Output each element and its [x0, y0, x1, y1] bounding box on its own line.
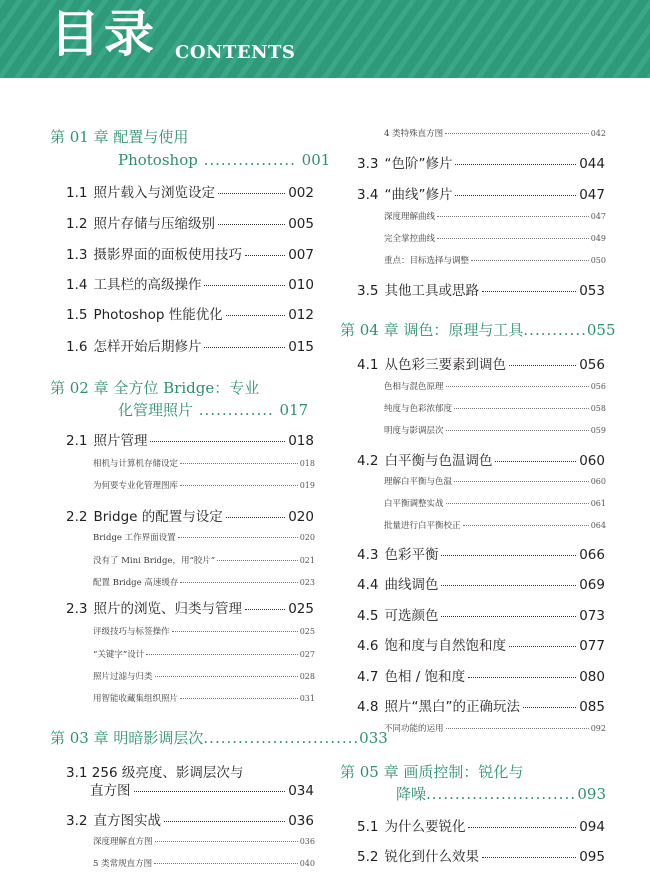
subsection-page: 020 — [299, 533, 315, 542]
chapter-5-title: 第 05 章 画质控制：锐化与 — [340, 763, 524, 781]
section-label: 照片的浏览、归类与管理 — [93, 601, 242, 617]
section-label: “色阶”修片 — [384, 156, 453, 172]
section-number: 2.1 — [66, 433, 88, 449]
section-3-5[interactable] — [357, 282, 605, 300]
subsection-page: 060 — [590, 477, 606, 486]
section-page: 036 — [288, 813, 314, 829]
subsection-item[interactable] — [93, 458, 315, 470]
section-number: 3.5 — [357, 283, 379, 299]
chapter-3-page: 033 — [359, 729, 388, 747]
section-4-2[interactable] — [357, 452, 605, 470]
section-label: Bridge 的配置与设定 — [93, 509, 223, 525]
section-page: 018 — [288, 433, 314, 449]
section-page: 012 — [288, 307, 314, 323]
subsection-page: 025 — [299, 627, 315, 636]
chapter-5-title-line2: 降噪 .......................... 093 — [396, 785, 606, 803]
subsection-label: 纯度与色彩浓郁度 — [384, 404, 453, 414]
section-number: 4.6 — [357, 638, 379, 654]
subsection-page: 059 — [590, 426, 606, 435]
subsection-item[interactable] — [93, 626, 315, 638]
subsection-label: 没有了 Mini Bridge，用“胶片” — [93, 556, 216, 566]
section-label: Photoshop 性能优化 — [93, 307, 223, 323]
section-number: 2.2 — [66, 509, 88, 525]
subsection-page: 023 — [299, 578, 315, 587]
section-number: 4.8 — [357, 699, 379, 715]
subsection-page: 058 — [590, 404, 606, 413]
section-number: 4.3 — [357, 547, 379, 563]
subsection-item[interactable] — [384, 233, 606, 245]
subsection-page: 040 — [299, 859, 315, 868]
subsection-label: 评级技巧与标签操作 — [93, 627, 170, 637]
subsection-item[interactable] — [93, 671, 315, 683]
subsection-label: 为何要专业化管理图库 — [93, 481, 179, 491]
section-number: 4.1 — [357, 357, 379, 373]
chapter-1-page: 001 — [301, 151, 331, 169]
section-page: 005 — [288, 216, 314, 232]
subsection-label: 配置 Bridge 高速缓存 — [93, 578, 179, 588]
subsection-item[interactable] — [93, 836, 315, 848]
subsection-page: 031 — [299, 694, 315, 703]
subsection-item[interactable] — [384, 425, 606, 437]
section-label: 白平衡与色温调色 — [384, 453, 493, 469]
subsection-page: 064 — [590, 521, 606, 530]
subsection-label: 色相与混色原理 — [384, 382, 444, 392]
section-page: 085 — [579, 699, 605, 715]
subsection-label: 明度与影调层次 — [384, 426, 444, 436]
subsection-item[interactable] — [384, 211, 606, 223]
section-page: 056 — [579, 357, 605, 373]
subsection-item[interactable] — [384, 476, 606, 488]
subsection-label: 相机与计算机存储设定 — [93, 459, 179, 469]
section-label: 照片存储与压缩级别 — [93, 216, 215, 232]
subsection-item[interactable] — [93, 555, 315, 567]
section-number: 1.4 — [66, 277, 88, 293]
subsection-item[interactable] — [384, 520, 606, 532]
section-page: 020 — [288, 509, 314, 525]
subsection-label: 用智能收藏集组织照片 — [93, 694, 179, 704]
section-page: 053 — [579, 283, 605, 299]
chapter-2-title2: 化管理照片 — [118, 401, 194, 419]
chapter-4-title-line: 第 04 章 调色：原理与工具 ........... 055 — [340, 321, 616, 339]
subsection-label: 重点：目标选择与调整 — [384, 256, 470, 266]
section-page: 010 — [288, 277, 314, 293]
section-2-2[interactable] — [66, 508, 314, 526]
section-label: 直方图实战 — [93, 813, 161, 829]
section-label: “曲线”修片 — [384, 187, 453, 203]
section-3-1-line2[interactable] — [90, 782, 314, 800]
chapter-2-page: 017 — [279, 401, 309, 419]
section-number: 1.6 — [66, 339, 88, 355]
section-number: 1.1 — [66, 185, 88, 201]
section-label: 饱和度与自然饱和度 — [384, 638, 506, 654]
subsection-page: 028 — [299, 672, 315, 681]
chapter-1-title-line2: Photoshop ................ 001 — [118, 151, 331, 169]
section-3-3[interactable] — [357, 155, 605, 173]
section-page: 002 — [288, 185, 314, 201]
section-number: 1.3 — [66, 247, 88, 263]
chapter-5-title2: 降噪 — [396, 785, 427, 803]
subsection-page: 027 — [299, 650, 315, 659]
section-label: 曲线调色 — [384, 577, 439, 593]
section-4-6[interactable] — [357, 637, 605, 655]
section-page: 025 — [288, 601, 314, 617]
subsection-page: 049 — [590, 234, 606, 243]
subsection-page: 061 — [590, 499, 606, 508]
subsection-label: “关键字”设计 — [93, 650, 145, 660]
subsection-page: 047 — [590, 212, 606, 221]
section-page: 094 — [579, 819, 605, 835]
subsection-label: 批量进行白平衡校正 — [384, 521, 461, 531]
section-label: 锐化到什么效果 — [384, 849, 479, 865]
subsection-page: 018 — [299, 459, 315, 468]
section-5-2[interactable] — [357, 848, 605, 866]
section-1-6[interactable] — [66, 338, 314, 356]
header-band — [0, 0, 650, 78]
section-page: 080 — [579, 669, 605, 685]
section-label: 色相 / 饱和度 — [384, 669, 466, 685]
subsection-item[interactable] — [384, 128, 606, 140]
section-page: 077 — [579, 638, 605, 654]
section-page: 044 — [579, 156, 605, 172]
section-4-8[interactable] — [357, 698, 605, 716]
section-page: 066 — [579, 547, 605, 563]
subsection-item[interactable] — [384, 403, 606, 415]
section-number: 4.2 — [357, 453, 379, 469]
subsection-label: 深度理解直方图 — [93, 837, 153, 847]
section-label: 照片“黑白”的正确玩法 — [384, 699, 520, 715]
subsection-item[interactable] — [93, 649, 315, 661]
section-label: 色彩平衡 — [384, 547, 439, 563]
section-page: 007 — [288, 247, 314, 263]
section-page: 073 — [579, 608, 605, 624]
chapter-2-title-line2: 化管理照片 ............. 017 — [118, 401, 309, 419]
subsection-page: 050 — [590, 256, 606, 265]
section-3-4[interactable] — [357, 186, 605, 204]
section-1-3[interactable] — [66, 246, 314, 264]
section-4-3[interactable] — [357, 546, 605, 564]
section-number: 5.1 — [357, 819, 379, 835]
section-label: 摄影界面的面板使用技巧 — [93, 247, 242, 263]
section-number: 3.4 — [357, 187, 379, 203]
section-4-4[interactable] — [357, 576, 605, 594]
section-number: 1.2 — [66, 216, 88, 232]
section-2-1[interactable] — [66, 432, 314, 450]
subsection-label: 照片过滤与归类 — [93, 672, 153, 682]
subsection-item[interactable] — [93, 480, 315, 492]
section-label: 其他工具或思路 — [384, 283, 479, 299]
chapter-4-title: 第 04 章 调色：原理与工具 — [340, 321, 524, 339]
subsection-page: 019 — [299, 481, 315, 490]
section-label: 怎样开始后期修片 — [93, 339, 202, 355]
chapter-2-title: 第 02 章 全方位 Bridge：专业 — [50, 379, 260, 397]
section-1-4[interactable] — [66, 276, 314, 294]
chapter-3-title: 第 03 章 明暗影调层次 — [50, 729, 204, 747]
subsection-item[interactable] — [384, 498, 606, 510]
chapter-5-page: 093 — [577, 785, 606, 803]
subsection-label: 4 类特殊直方图 — [384, 129, 444, 139]
section-page: 034 — [288, 783, 314, 799]
section-number: 3.1 — [66, 765, 88, 781]
chapter-3-title-line: 第 03 章 明暗影调层次 ........................... 033 — [50, 729, 388, 747]
subsection-page: 092 — [590, 724, 606, 733]
subsection-item[interactable] — [384, 723, 606, 735]
section-4-5[interactable] — [357, 607, 605, 625]
section-number: 5.2 — [357, 849, 379, 865]
section-number: 1.5 — [66, 307, 88, 323]
section-label: 为什么要锐化 — [384, 819, 466, 835]
section-page: 047 — [579, 187, 605, 203]
subsection-label: 深度理解曲线 — [384, 212, 436, 222]
subsection-label: 白平衡调整实战 — [384, 499, 444, 509]
subsection-item[interactable] — [384, 381, 606, 393]
section-4-7[interactable] — [357, 668, 605, 686]
section-page: 015 — [288, 339, 314, 355]
section-label-cont: 直方图 — [90, 783, 131, 799]
section-5-1[interactable] — [357, 818, 605, 836]
subsection-page: 042 — [590, 129, 606, 138]
subsection-page: 021 — [299, 556, 315, 565]
page-title: 目录 — [50, 5, 158, 63]
page-subtitle: CONTENTS — [175, 42, 296, 63]
section-number: 4.7 — [357, 669, 379, 685]
section-label: 从色彩三要素到调色 — [384, 357, 506, 373]
section-label: 照片载入与浏览设定 — [93, 185, 215, 201]
subsection-page: 036 — [299, 837, 315, 846]
section-label: 256 级亮度、影调层次与 — [91, 765, 244, 781]
section-page: 069 — [579, 577, 605, 593]
chapter-1-title2: Photoshop — [118, 151, 198, 169]
section-3-2[interactable] — [66, 812, 314, 830]
chapter-1-title: 第 01 章 配置与使用 — [50, 128, 189, 146]
subsection-label: 5 类常规直方图 — [93, 859, 153, 869]
subsection-item[interactable] — [384, 255, 606, 267]
section-page: 095 — [579, 849, 605, 865]
section-1-1[interactable] — [66, 184, 314, 202]
chapter-4-page: 055 — [586, 321, 616, 339]
section-label: 工具栏的高级操作 — [93, 277, 202, 293]
subsection-label: 理解白平衡与色温 — [384, 477, 453, 487]
section-1-5[interactable] — [66, 306, 314, 324]
section-page: 060 — [579, 453, 605, 469]
subsection-label: 完全掌控曲线 — [384, 234, 436, 244]
subsection-item[interactable] — [93, 858, 315, 870]
subsection-label: 不同功能的运用 — [384, 724, 444, 734]
section-number: 4.4 — [357, 577, 379, 593]
section-4-1[interactable] — [357, 356, 605, 374]
subsection-page: 056 — [590, 382, 606, 391]
section-number: 3.2 — [66, 813, 88, 829]
section-number: 4.5 — [357, 608, 379, 624]
section-number: 2.3 — [66, 601, 88, 617]
subsection-item[interactable] — [93, 577, 315, 589]
section-label: 照片管理 — [93, 433, 148, 449]
section-number: 3.3 — [357, 156, 379, 172]
subsection-item[interactable] — [93, 532, 315, 544]
subsection-item[interactable] — [93, 693, 315, 705]
section-2-3[interactable] — [66, 600, 314, 618]
section-label: 可选颜色 — [384, 608, 439, 624]
section-3-1-line1[interactable] — [66, 764, 243, 782]
section-1-2[interactable] — [66, 215, 314, 233]
subsection-label: Bridge 工作界面设置 — [93, 533, 176, 543]
